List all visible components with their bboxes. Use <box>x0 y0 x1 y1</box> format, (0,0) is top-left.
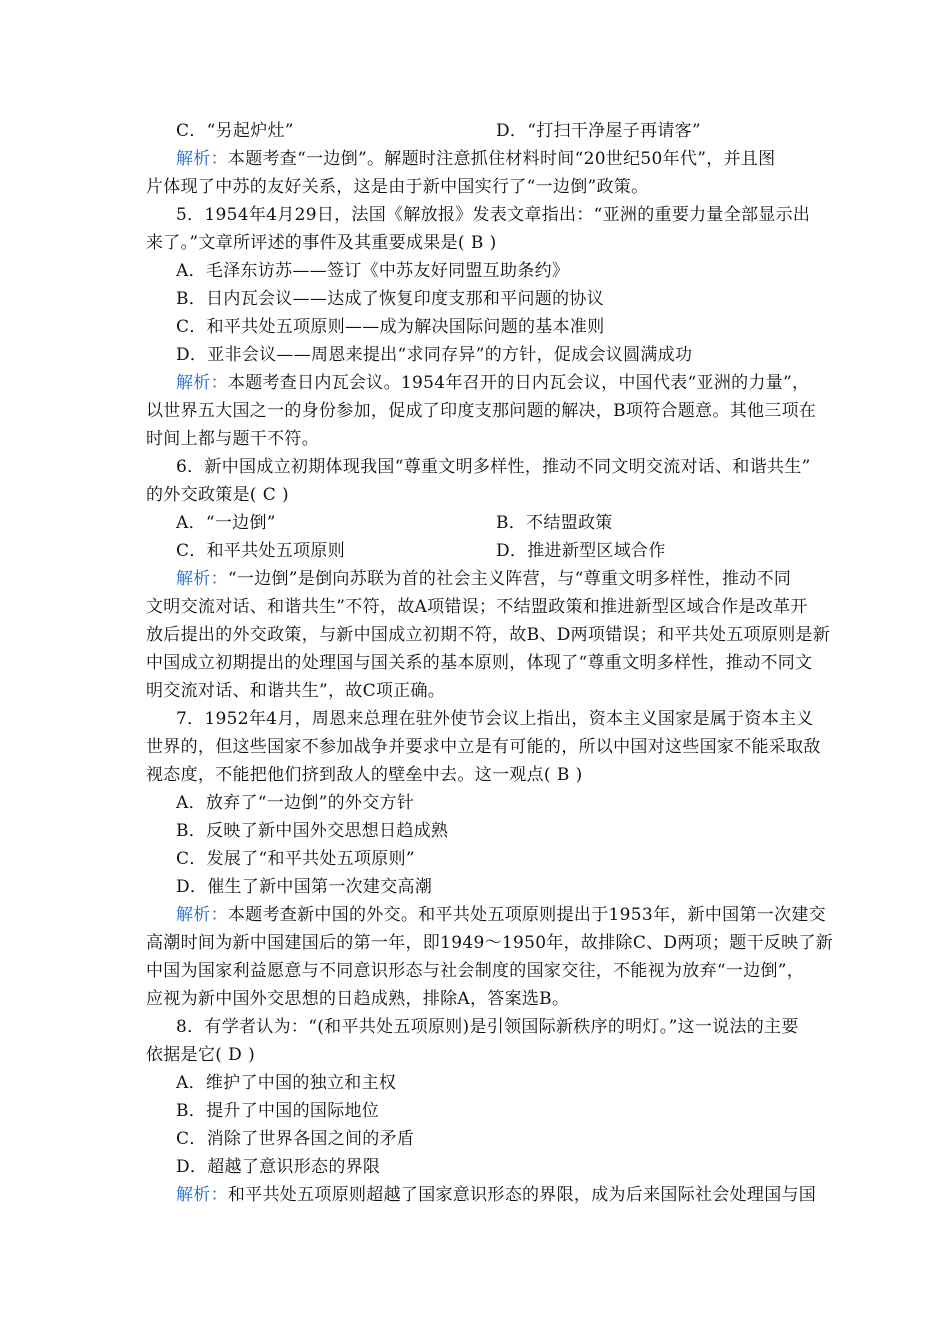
option-a: A．放弃了“一边倒”的外交方针 <box>176 793 415 813</box>
analysis-label: 解析： <box>176 149 228 169</box>
option-d: D．超越了意识形态的界限 <box>176 1157 381 1177</box>
question-stem: 的外交政策是( C ) <box>146 481 816 509</box>
analysis-line: 解析：本题考查“一边倒”。解题时注意抓住材料时间“20世纪50年代”，并且图 <box>176 149 776 169</box>
analysis-label: 解析： <box>176 569 228 589</box>
option-a: A．“一边倒” <box>176 513 276 533</box>
question-stem: 视态度，不能把他们挤到敌人的壁垒中去。这一观点( B ) <box>146 761 816 789</box>
analysis-line: 高潮时间为新中国建国后的第一年，即1949～1950年，故排除C、D两项；题干反映了新 <box>146 933 834 953</box>
analysis-label: 解析： <box>176 373 228 393</box>
analysis-line: 明交流对话、和谐共生”，故C项正确。 <box>146 681 446 701</box>
option-b: B．日内瓦会议——达成了恢复印度支那和平问题的协议 <box>176 289 604 309</box>
option-c: C．消除了世界各国之间的矛盾 <box>176 1129 415 1149</box>
option-c: C．和平共处五项原则 <box>176 541 346 561</box>
question-stem: 世界的，但这些国家不参加战争并要求中立是有可能的，所以中国对这些国家不能采取敌 <box>146 737 821 757</box>
question-stem: 依据是它( D ) <box>146 1041 816 1069</box>
option-b: B．反映了新中国外交思想日趋成熟 <box>176 821 449 841</box>
answer-letter: B <box>556 765 570 785</box>
analysis-line: 应视为新中国外交思想的日趋成熟，排除A，答案选B。 <box>146 989 570 1009</box>
option-b: B．不结盟政策 <box>496 513 613 533</box>
analysis-line: 时间上都与题干不符。 <box>146 429 319 449</box>
analysis-label: 解析： <box>176 1185 228 1205</box>
option-d: D．亚非会议——周恩来提出“求同存异”的方针，促成会议圆满成功 <box>176 345 693 365</box>
analysis-label: 解析： <box>176 905 228 925</box>
analysis-line: 以世界五大国之一的身份参加，促成了印度支那问题的解决，B项符合题意。其他三项在 <box>146 401 817 421</box>
answer-letter: D <box>228 1045 243 1065</box>
analysis-line: 解析：和平共处五项原则超越了国家意识形态的界限，成为后来国际社会处理国与国 <box>176 1185 817 1205</box>
option-a: A．维护了中国的独立和主权 <box>176 1073 397 1093</box>
answer-letter: C <box>262 485 277 505</box>
option-a: A．毛泽东访苏——签订《中苏友好同盟互助条约》 <box>176 261 570 281</box>
option-row <box>146 509 816 537</box>
answer-letter: B <box>470 233 484 253</box>
analysis-line: 解析：“一边倒”是倒向苏联为首的社会主义阵营，与“尊重文明多样性，推动不同 <box>176 569 792 589</box>
option-row <box>146 117 816 145</box>
option-b: B．提升了中国的国际地位 <box>176 1101 380 1121</box>
question-stem: 来了。”文章所评述的事件及其重要成果是( B ) <box>146 229 816 257</box>
question-stem: 5．1954年4月29日，法国《解放报》发表文章指出：“亚洲的重要力量全部显示出 <box>176 205 811 225</box>
option-row <box>146 537 816 565</box>
option-d: D．推进新型区域合作 <box>496 541 666 561</box>
option-c: C．和平共处五项原则——成为解决国际问题的基本准则 <box>176 317 605 337</box>
analysis-line: 中国成立初期提出的处理国与国关系的基本原则，体现了“尊重文明多样性，推动不同文 <box>146 653 813 673</box>
analysis-line: 放后提出的外交政策，与新中国成立初期不符，故B、D两项错误；和平共处五项原则是新 <box>146 625 831 645</box>
option-d: D．催生了新中国第一次建交高潮 <box>176 877 433 897</box>
question-stem: 7．1952年4月，周恩来总理在驻外使节会议上指出，资本主义国家是属于资本主义 <box>176 709 814 729</box>
analysis-line: 解析：本题考查新中国的外交。和平共处五项原则提出于1953年，新中国第一次建交 <box>176 905 826 925</box>
analysis-line: 解析：本题考查日内瓦会议。1954年召开的日内瓦会议，中国代表“亚洲的力量”， <box>176 373 810 393</box>
question-stem: 6．新中国成立初期体现我国“尊重文明多样性，推动不同文明交流对话、和谐共生” <box>176 457 811 477</box>
option-d: D．“打扫干净屋子再请客” <box>496 121 701 141</box>
analysis-line: 文明交流对话、和谐共生”不符，故A项错误；不结盟政策和推进新型区域合作是改革开 <box>146 597 808 617</box>
analysis-line: 片体现了中苏的友好关系，这是由于新中国实行了“一边倒”政策。 <box>146 177 649 197</box>
question-stem: 8．有学者认为：“(和平共处五项原则)是引领国际新秩序的明灯。”这一说法的主要 <box>176 1017 799 1037</box>
question-content <box>146 117 834 1209</box>
option-c: C．发展了“和平共处五项原则” <box>176 849 415 869</box>
analysis-line: 中国为国家利益愿意与不同意识形态与社会制度的国家交往，不能视为放弃“一边倒”， <box>146 961 805 981</box>
option-c: C．“另起炉灶” <box>176 121 294 141</box>
